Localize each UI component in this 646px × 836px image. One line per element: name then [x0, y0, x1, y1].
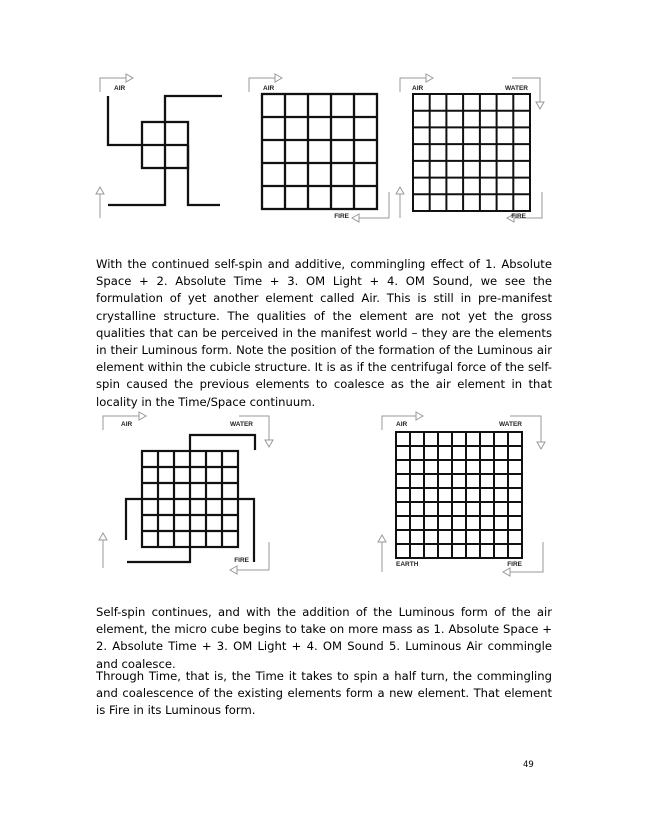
label-fire: FIRE: [334, 213, 349, 220]
label-earth: EARTH: [396, 561, 419, 568]
label-fire: FIRE: [511, 213, 526, 220]
figure-air-water-fire-grid: [396, 72, 546, 232]
paragraph-self-spin: Self-spin continues, and with the addition of the Luminous form of the air element, the micro cube begins to take on more mass as 1. Absolute Space + 2. Absolute Time + 3. OM Light + 4. OM Sound 5. Luminous Air commingle and coalesce.: [96, 605, 552, 671]
figure-air-cross: [96, 72, 236, 232]
label-air: AIR: [396, 421, 408, 428]
figure-air-water-fire-cross: [97, 410, 277, 580]
label-air: AIR: [114, 85, 126, 92]
label-water: WATER: [499, 421, 522, 428]
paragraph-fire: Through Time, that is, the Time it takes to spin a half turn, the commingling and coalescence of the existing elements form a new element. That element is Fire in its Luminous form.: [96, 669, 552, 718]
label-air: AIR: [412, 85, 424, 92]
figure-air-fire-grid: [245, 72, 393, 232]
label-fire: FIRE: [234, 557, 249, 564]
figure-four-elements-grid: [378, 410, 550, 580]
label-air: AIR: [263, 85, 275, 92]
label-water: WATER: [230, 421, 253, 428]
label-air: AIR: [121, 421, 133, 428]
page-number: 49: [523, 760, 534, 770]
paragraph-air: With the continued self-spin and additive, commingling effect of 1. Absolute Space + 2. Absolute Time + 3. OM Light + 4. OM Sound, we see the formulation of yet another element called Air. This is still in pre-manifest crystalline structure. The qualities of the element are not yet the gross qualities that can be perceived in the manifest world – they are the elements in their Luminous form. Note the position of the formation of the Luminous air element within the cubicle structure. It is as if the centrifugal force of the self-spin caused the previous elements to coalesce as the air element in that locality in the Time/Space continuum.: [96, 257, 552, 409]
label-water: WATER: [505, 85, 528, 92]
label-fire: FIRE: [507, 561, 522, 568]
